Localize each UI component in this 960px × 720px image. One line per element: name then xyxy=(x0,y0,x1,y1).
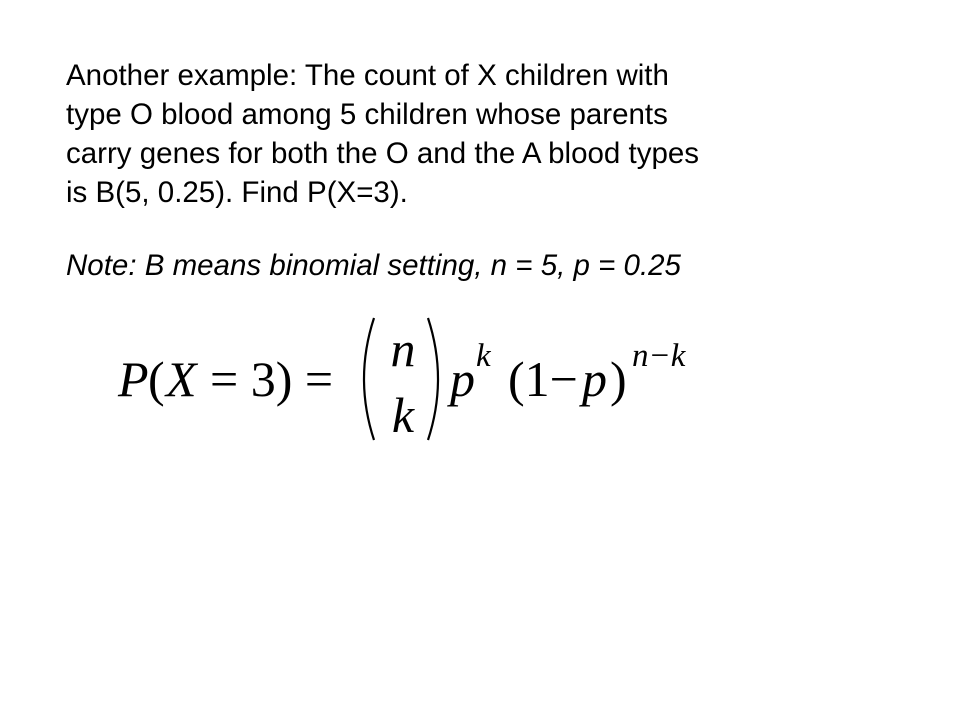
example-paragraph xyxy=(66,56,946,212)
formula-p-2: p xyxy=(582,351,607,407)
note-paragraph xyxy=(66,246,946,285)
example-line-3: carry genes for both the O and the A blood types xyxy=(66,137,700,170)
note-line: Note: B means binomial setting, n = 5, p = 0.25 xyxy=(66,249,681,282)
formula-factor-open: (1− xyxy=(508,351,578,407)
example-line-2: type O blood among 5 children whose parents xyxy=(66,98,668,131)
formula-exponent-n-minus-k: n−k xyxy=(632,338,686,374)
formula-p-1: p xyxy=(450,351,475,407)
example-line-4: is B(5, 0.25). Find P(X=3). xyxy=(66,176,408,209)
binomial-formula xyxy=(118,314,718,444)
binomial-right-paren xyxy=(424,314,452,444)
formula-X: X xyxy=(166,351,197,407)
formula-exponent-k: k xyxy=(476,338,491,374)
example-line-1: Another example: The count of X children with xyxy=(66,59,669,92)
formula-P: P xyxy=(118,351,149,407)
binomial-bottom-k: k xyxy=(391,387,415,443)
formula-equals-3: = 3) = xyxy=(210,351,334,407)
formula-factor-close: ) xyxy=(610,351,627,407)
binomial-left-paren xyxy=(350,314,378,444)
binomial-top-n: n xyxy=(390,321,416,377)
formula-open-paren: ( xyxy=(148,351,165,407)
